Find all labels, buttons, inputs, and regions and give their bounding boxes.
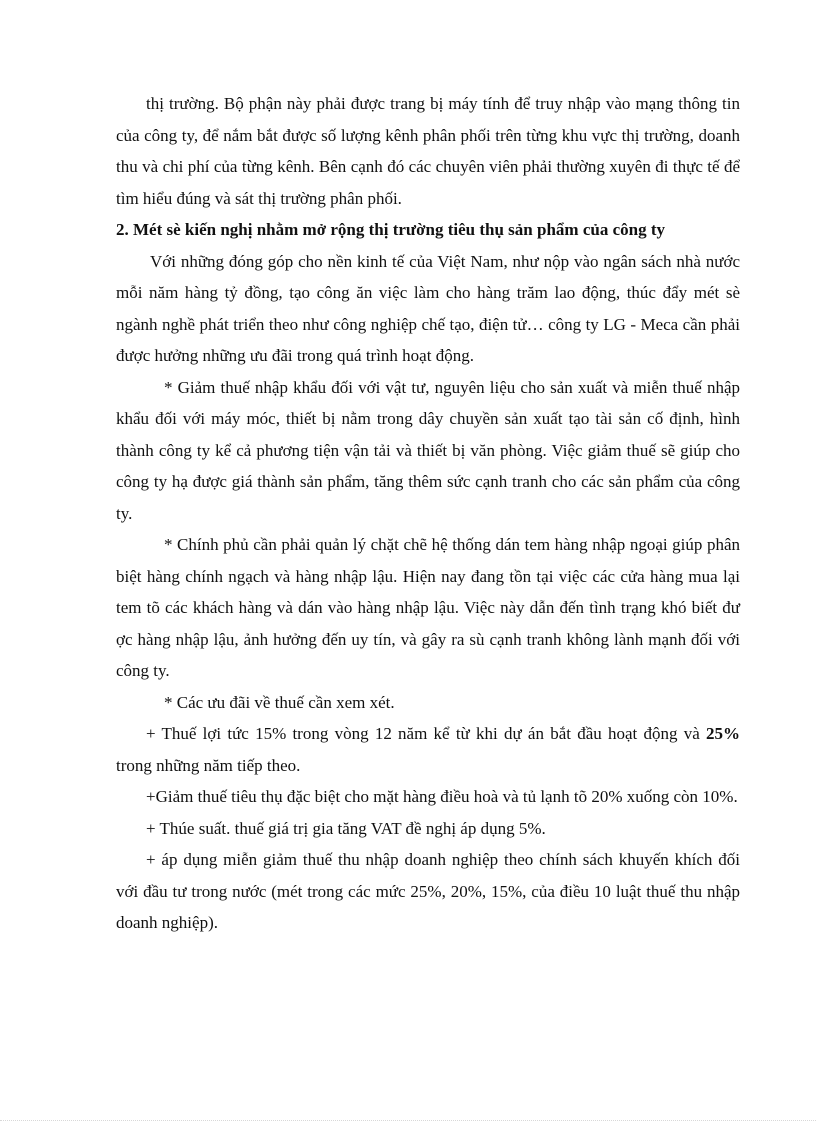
paragraph-contributions: Với những đóng góp cho nền kinh tế của Việt Nam, như nộp vào ngân sách nhà nước mỗi năm hàng tỷ đồng, tạo công ăn việc làm cho hàng trăm lao động, thúc đẩy mét sè ngành nghề phát triển theo như công nghiệp chế tạo, điện tử… công ty LG - Meca cần phải được hưởng những ưu đãi trong quá trình hoạt động. — [116, 251, 740, 365]
profit-tax-bold-rate: 25% — [706, 724, 740, 743]
section-heading: 2. Mét sè kiến nghị nhằm mở rộng thị trường tiêu thụ sản phẩm của công ty — [116, 220, 665, 239]
profit-tax-text: + Thuế lợi tức 15% trong vòng 12 năm kể từ khi dự án bắt đầu hoạt động và — [146, 724, 700, 743]
paragraph-vat: + Thúe suất. thuế giá trị gia tăng VAT đề nghị áp dụng 5%. — [146, 818, 546, 838]
paragraph-import-tax: * Giảm thuế nhập khẩu đối với vật tư, nguyên liệu cho sản xuất và miễn thuế nhập khẩu đối với máy móc, thiết bị nằm trong dây chuyền sản xuất tạo tài sản cố định, hình thành công ty kể cả phương tiện vận tải và thiết bị văn phòng. Việc giảm thuế sẽ giúp cho công ty hạ được giá thành sản phẩm, tăng thêm sức cạnh tranh cho các sản phẩm của công ty. — [116, 377, 740, 523]
paragraph-special-consumption-tax: +Giảm thuế tiêu thụ đặc biệt cho mặt hàng điều hoà và tủ lạnh tõ 20% xuống còn 10%. — [146, 787, 738, 806]
paragraph-income-tax: + áp dụng miễn giảm thuế thu nhập doanh nghiệp theo chính sách khuyến khích đối với đầu tư trong nước (mét trong các mức 25%, 20%, 15%, của điều 10 luật thuế thu nhập doanh nghiệp). — [116, 850, 740, 932]
page-bottom-divider — [0, 1120, 816, 1121]
profit-tax-tail: trong những năm tiếp theo. — [116, 755, 301, 775]
paragraph-stamp-control: * Chính phủ cần phải quản lý chặt chẽ hệ thống dán tem hàng nhập ngoại giúp phân biệt hàng chính ngạch và hàng nhập lậu. Hiện nay đang tồn tại việc các cửa hàng mua lại tem tõ các khách hàng và dán vào hàng nhập lậu. Việc này dẫn đến tình trạng khó biết đư ợc hàng nhập lậu, ảnh hưởng đến uy tín, và gây ra sù cạnh tranh không lành mạnh đối với công ty. — [116, 535, 740, 680]
document-body — [116, 88, 740, 939]
paragraph-profit-tax — [116, 718, 740, 781]
paragraph-distribution-department: thị trường. Bộ phận này phải được trang bị máy tính để truy nhập vào mạng thông tin của công ty, để nắm bắt được số lượng kênh phân phối trên từng khu vực thị trường, doanh thu và chi phí của từng kênh. Bên cạnh đó các chuyên viên phải thường xuyên đi thực tế để tìm hiểu đúng và sát thị trường phân phối. — [116, 94, 740, 208]
paragraph-tax-incentives: * Các ưu đãi về thuế cần xem xét. — [164, 692, 395, 712]
